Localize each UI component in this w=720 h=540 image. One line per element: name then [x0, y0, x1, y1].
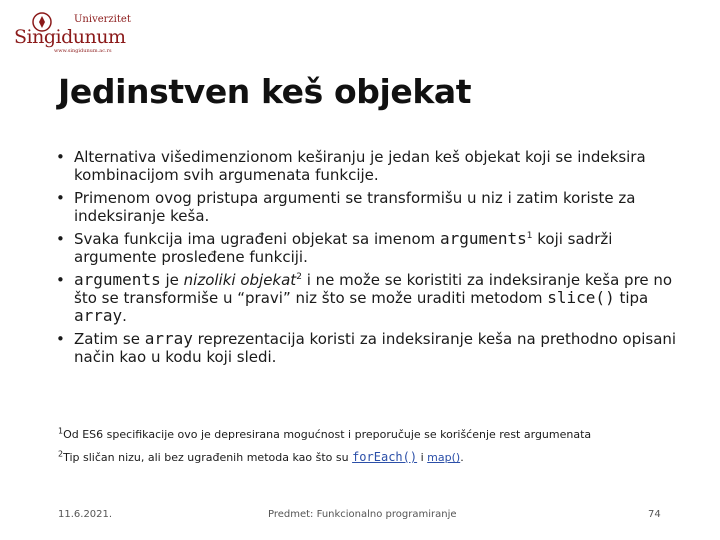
code-arguments: arguments: [74, 270, 161, 289]
code-slice: slice(): [547, 288, 615, 307]
bullet-text: Svaka funkcija ima ugrađeni objekat sa imenom: [74, 230, 441, 248]
footnote-2: [58, 450, 464, 464]
code-array: array: [144, 329, 193, 348]
university-logo: [14, 12, 131, 54]
footer-date: 11.6.2021.: [58, 509, 113, 520]
footnote-ref: 1: [526, 231, 533, 241]
logo-university-text: Univerzitet: [74, 14, 131, 25]
bullet-item: [52, 330, 692, 366]
logo-name-text: Singidunum: [14, 26, 126, 48]
slide-title: Jedinstven keš objekat: [58, 72, 472, 111]
code-array: array: [74, 306, 123, 325]
bullet-text: Zatim se: [74, 330, 145, 348]
footnote-text: Tip sličan nizu, ali bez ugrađenih metoda kao što su: [63, 451, 353, 464]
footnote-number: 1: [58, 426, 64, 436]
bullet-text: .: [122, 307, 127, 325]
bullet-text: i ne može se koristiti za indeksiranje keša pre no što se transformiše u “pravi” niz što se može uraditi metodom: [74, 271, 673, 307]
bullet-text: je: [160, 271, 184, 289]
footer-course: Predmet: Funkcionalno programiranje: [268, 509, 457, 520]
footnote-ref: 2: [296, 272, 302, 282]
bullet-item: [52, 271, 692, 325]
logo-url-text: www.singidunum.ac.rs: [54, 48, 112, 54]
bullet-item: [52, 230, 692, 266]
link-map[interactable]: map(): [427, 451, 461, 464]
bullet-text: Primenom ovog pristupa argumenti se transformišu u niz i zatim koriste za indeksiranje keša.: [74, 189, 636, 225]
bullet-text: tipa: [614, 289, 649, 307]
footnote-number: 2: [58, 449, 64, 459]
bullet-text: koji sadrži argumente prosleđene funkciji.: [74, 230, 613, 266]
bullet-item: [52, 189, 692, 225]
emphasis-text: nizoliki objekat: [183, 271, 297, 289]
code-arguments: arguments: [440, 229, 527, 248]
footnote-1: [58, 428, 591, 441]
bullet-text: reprezentacija koristi za indeksiranje keša na prethodno opisani način kao u kodu koji sledi.: [74, 330, 677, 366]
bullet-text: Alternativa višedimenzionom keširanju je jedan keš objekat koji se indeksira kombinacijom svih argumenata funkcije.: [74, 148, 646, 184]
footnote-text: .: [460, 451, 464, 464]
bullet-item: [52, 148, 692, 184]
footnote-text: Od ES6 specifikacije ovo je depresirana mogućnost i preporučuje se korišćenje rest argumenata: [63, 428, 592, 441]
bullet-list: [52, 148, 692, 371]
footnote-text: i: [417, 451, 428, 464]
page-number: 74: [648, 509, 661, 520]
link-foreach[interactable]: forEach(): [352, 450, 418, 464]
